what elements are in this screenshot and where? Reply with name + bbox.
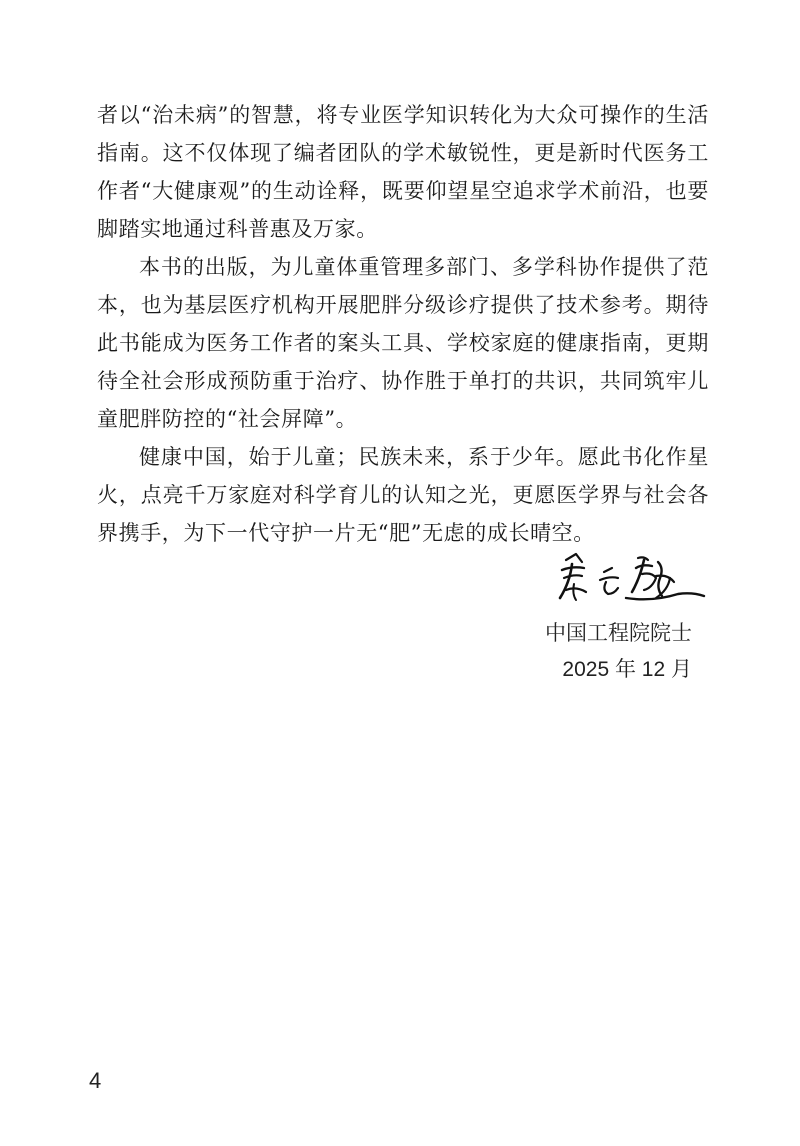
body-text <box>97 96 709 552</box>
paragraph-2: 本书的出版，为儿童体重管理多部门、多学科协作提供了范本，也为基层医疗机构开展肥胖分级诊疗提供了技术参考。期待此书能成为医务工作者的案头工具、学校家庭的健康指南，更期待全社会形成预防重于治疗、协作胜于单打的共识，共同筑牢儿童肥胖防控的“社会屏障”。 <box>97 255 709 431</box>
sign-date: 2025 年 12 月 <box>562 658 692 681</box>
paragraph-1: 者以“治未病”的智慧，将专业医学知识转化为大众可操作的生活指南。这不仅体现了编者团队的学术敏锐性，更是新时代医务工作者“大健康观”的生动诠释，既要仰望星空追求学术前沿，也要脚踏实地通过科普惠及万家。 <box>97 103 709 241</box>
signature-block <box>545 616 692 688</box>
author-title: 中国工程院院士 <box>545 622 692 645</box>
paragraph-3: 健康中国，始于儿童；民族未来，系于少年。愿此书化作星火，点亮千万家庭对科学育儿的认知之光，更愿医学界与社会各界携手，为下一代守护一片无“肥”无虑的成长晴空。 <box>97 445 709 545</box>
page-number: 4 <box>89 1068 102 1093</box>
handwritten-signature <box>552 548 712 610</box>
